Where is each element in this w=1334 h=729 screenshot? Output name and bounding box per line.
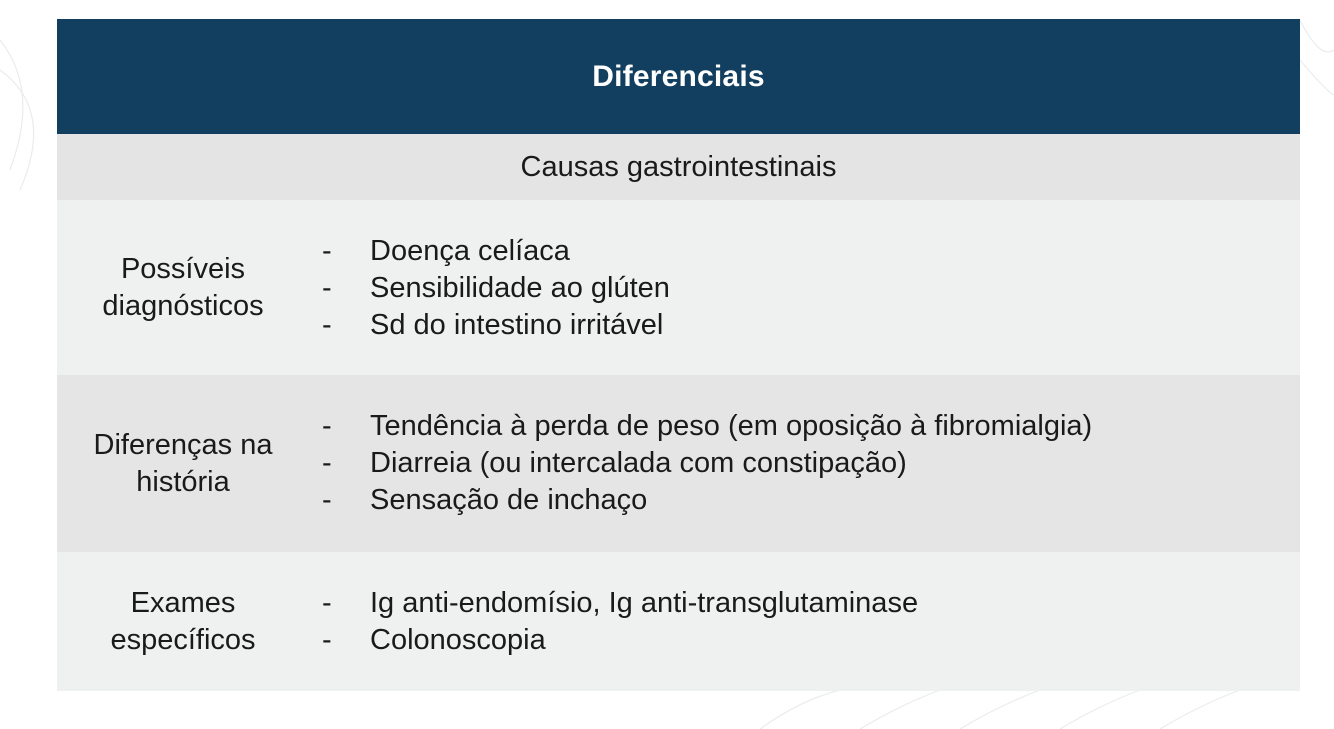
bullet-dash: - — [322, 410, 332, 442]
row-possible-diagnoses — [57, 200, 1300, 375]
list-item — [322, 408, 1092, 445]
row-history-differences — [57, 375, 1300, 552]
list-item — [322, 233, 670, 270]
row-label-line: diagnósticos — [102, 289, 264, 322]
row-items-list — [322, 585, 918, 659]
row-label — [57, 427, 309, 501]
bullet-dash: - — [322, 587, 332, 619]
row-label-line: Possíveis — [120, 252, 246, 285]
row-label — [57, 251, 309, 325]
list-item — [322, 482, 1092, 519]
list-item — [322, 585, 918, 622]
list-item-text: Sd do intestino irritável — [370, 309, 664, 341]
list-item-text: Sensibilidade ao glúten — [370, 272, 670, 304]
bullet-dash: - — [322, 447, 332, 479]
list-item-text: Diarreia (ou intercalada com constipação) — [370, 447, 907, 479]
list-item — [322, 622, 918, 659]
row-items-list — [322, 233, 670, 344]
row-label — [57, 585, 309, 659]
list-item — [322, 270, 670, 307]
bullet-dash: - — [322, 484, 332, 516]
list-item-text: Ig anti-endomísio, Ig anti-transglutaminase — [370, 587, 919, 619]
bullet-dash: - — [322, 272, 332, 304]
row-label-line: Diferenças na — [93, 428, 273, 461]
bullet-dash: - — [322, 624, 332, 656]
list-item — [322, 307, 670, 344]
list-item-text: Doença celíaca — [370, 235, 570, 267]
list-item-text: Colonoscopia — [370, 624, 546, 656]
row-specific-exams — [57, 552, 1300, 691]
bullet-dash: - — [322, 309, 332, 341]
row-label-line: específicos — [110, 623, 256, 656]
list-item-text: Sensação de inchaço — [370, 484, 648, 516]
differentials-table — [57, 19, 1300, 691]
row-label-line: história — [136, 465, 230, 498]
table-subtitle: Causas gastrointestinais — [57, 134, 1300, 200]
bullet-dash: - — [322, 235, 332, 267]
list-item-text: Tendência à perda de peso (em oposição à fibromialgia) — [370, 410, 1093, 442]
table-title: Diferenciais — [57, 19, 1300, 134]
row-items-list — [322, 408, 1092, 519]
row-label-line: Exames — [130, 586, 236, 619]
list-item — [322, 445, 1092, 482]
